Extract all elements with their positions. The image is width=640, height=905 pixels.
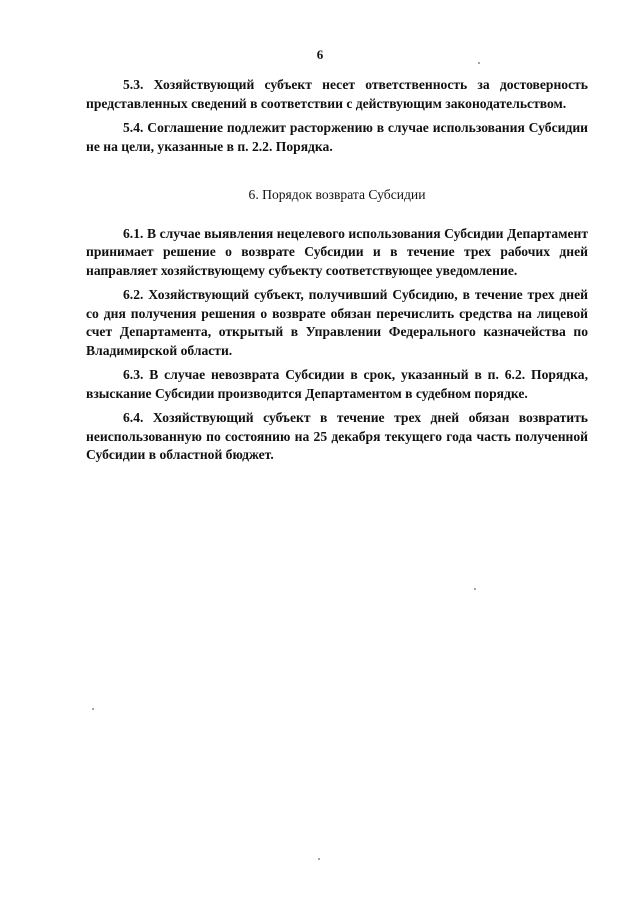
section-6-heading: 6. Порядок возврата Субсидии xyxy=(248,187,426,202)
page-number: 6 xyxy=(316,47,324,62)
document-body xyxy=(86,76,588,471)
scan-speck xyxy=(92,708,94,710)
paragraph-6-4: 6.4. Хозяйствующий субъект в течение трех дней обязан возвратить неиспользованную по состоянию на 25 декабря текущего года часть полученной Субсидии в областной бюджет. xyxy=(86,410,588,462)
paragraph-6-3: 6.3. В случае невозврата Субсидии в срок, указанный в п. 6.2. Порядка, взыскание Субсидии производится Департаментом в судебном порядке. xyxy=(86,367,588,401)
paragraph-5-4: 5.4. Соглашение подлежит расторжению в случае использования Субсидии не на цели, указанные в п. 2.2. Порядка. xyxy=(86,120,588,154)
paragraph-6-1: 6.1. В случае выявления нецелевого использования Субсидии Департамент принимает решение о возврате Субсидии и в течение трех рабочих дней направляет хозяйствующему субъекту соответствующее уведомление. xyxy=(86,225,588,278)
paragraph-5-3: 5.3. Хозяйствующий субъект несет ответственность за достоверность представленных сведений в соответствии с действующим законодательством. xyxy=(86,77,588,111)
paragraph-6-2: 6.2. Хозяйствующий субъект, получивший Субсидию, в течение трех дней со дня получения решения о возврате обязан перечислить средства на лицевой счет Департамента, открытый в Управлении Федерального казначейства по Владимирской области. xyxy=(86,287,588,358)
scan-speck xyxy=(478,62,480,64)
scan-speck xyxy=(474,588,476,590)
scan-speck xyxy=(318,858,320,860)
